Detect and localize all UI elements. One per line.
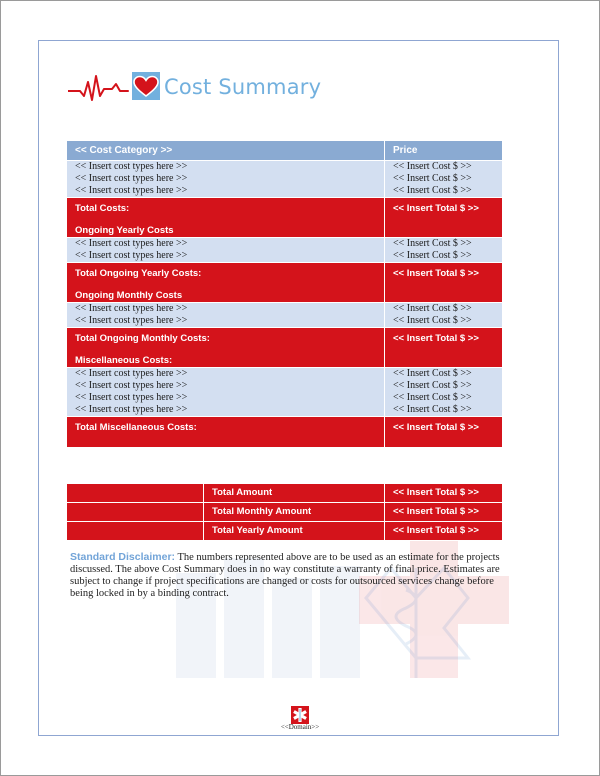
cost-item: << Insert cost types here >> (75, 185, 188, 196)
cost-items-cell (67, 303, 385, 328)
total-spacer-cell (67, 522, 204, 541)
subtotal-label-cell (67, 263, 385, 303)
heartbeat-heart-icon (68, 72, 162, 106)
total-price: << Insert Total $ >> (385, 503, 503, 522)
cost-price: << Insert Cost $ >> (393, 161, 472, 172)
category-header: << Cost Category >> (67, 141, 385, 161)
cost-items-cell (67, 368, 385, 417)
price-header: Price (385, 141, 503, 161)
cost-items-cell (67, 161, 385, 198)
cost-price: << Insert Cost $ >> (393, 315, 472, 326)
total-spacer-cell (67, 484, 204, 503)
grand-totals-table (66, 483, 503, 541)
star-of-life-icon (291, 706, 309, 724)
cost-price: << Insert Cost $ >> (393, 238, 472, 249)
cost-item: << Insert cost types here >> (75, 404, 188, 415)
subtotal-price: << Insert Total $ >> (393, 333, 479, 344)
page-title: Cost Summary (164, 75, 322, 99)
cost-item: << Insert cost types here >> (75, 238, 188, 249)
cost-price: << Insert Cost $ >> (393, 250, 472, 261)
subtotal-price-cell (385, 328, 503, 368)
section-heading: Miscellaneous Costs: (75, 355, 173, 366)
cost-items-cell (67, 238, 385, 263)
total-price: << Insert Total $ >> (385, 484, 503, 503)
total-label: Total Amount (204, 484, 385, 503)
subtotal-row (67, 263, 503, 303)
cost-item: << Insert cost types here >> (75, 315, 188, 326)
subtotal-label: Total Miscellaneous Costs: (75, 422, 197, 433)
subtotal-price: << Insert Total $ >> (393, 203, 479, 214)
cost-price: << Insert Cost $ >> (393, 380, 472, 391)
section-heading: Ongoing Yearly Costs (75, 225, 174, 236)
cost-item: << Insert cost types here >> (75, 368, 188, 379)
subtotal-row (67, 328, 503, 368)
disclaimer (70, 551, 516, 600)
subtotal-price-cell (385, 198, 503, 238)
subtotal-label-cell (67, 198, 385, 238)
cost-prices-cell (385, 303, 503, 328)
subtotal-row (67, 417, 503, 448)
disclaimer-label: Standard Disclaimer: (70, 551, 176, 563)
subtotal-price-cell (385, 263, 503, 303)
subtotal-price: << Insert Total $ >> (393, 268, 479, 279)
cost-price: << Insert Cost $ >> (393, 404, 472, 415)
section-heading: Ongoing Monthly Costs (75, 290, 183, 301)
cost-item: << Insert cost types here >> (75, 161, 188, 172)
subtotal-label: Total Ongoing Yearly Costs: (75, 268, 202, 279)
cost-item: << Insert cost types here >> (75, 380, 188, 391)
cost-price: << Insert Cost $ >> (393, 173, 472, 184)
cost-prices-cell (385, 161, 503, 198)
cost-prices-cell (385, 238, 503, 263)
subtotal-price: << Insert Total $ >> (393, 422, 479, 433)
subtotal-price-cell (385, 417, 503, 448)
cost-item: << Insert cost types here >> (75, 303, 188, 314)
cost-prices-cell (385, 368, 503, 417)
total-row (67, 522, 503, 541)
cost-price: << Insert Cost $ >> (393, 303, 472, 314)
total-spacer-cell (67, 503, 204, 522)
subtotal-label: Total Ongoing Monthly Costs: (75, 333, 210, 344)
subtotal-row (67, 198, 503, 238)
cost-item: << Insert cost types here >> (75, 250, 188, 261)
total-label: Total Monthly Amount (204, 503, 385, 522)
cost-items-row (67, 368, 503, 417)
disclaimer-text: The numbers represented above are to be used as an estimate for the projects discussed. The above Cost Summary does in no way constitute a warranty of final price. Estimates are subject to change if project specifications are changed or costs for outsourced services change before being locked in by a binding contract. (70, 552, 500, 599)
cost-items-row (67, 161, 503, 198)
cost-item: << Insert cost types here >> (75, 173, 188, 184)
total-price: << Insert Total $ >> (385, 522, 503, 541)
cost-price: << Insert Cost $ >> (393, 368, 472, 379)
subtotal-label-cell (67, 328, 385, 368)
total-label: Total Yearly Amount (204, 522, 385, 541)
cost-items-row (67, 303, 503, 328)
cost-price: << Insert Cost $ >> (393, 185, 472, 196)
subtotal-label-cell (67, 417, 385, 448)
total-row (67, 503, 503, 522)
cost-items-row (67, 238, 503, 263)
subtotal-label: Total Costs: (75, 203, 130, 214)
table-header-row (67, 141, 503, 161)
cost-price: << Insert Cost $ >> (393, 392, 472, 403)
cost-summary-table (66, 140, 503, 448)
total-row (67, 484, 503, 503)
cost-item: << Insert cost types here >> (75, 392, 188, 403)
footer-domain: <<Domain>> (280, 723, 320, 731)
